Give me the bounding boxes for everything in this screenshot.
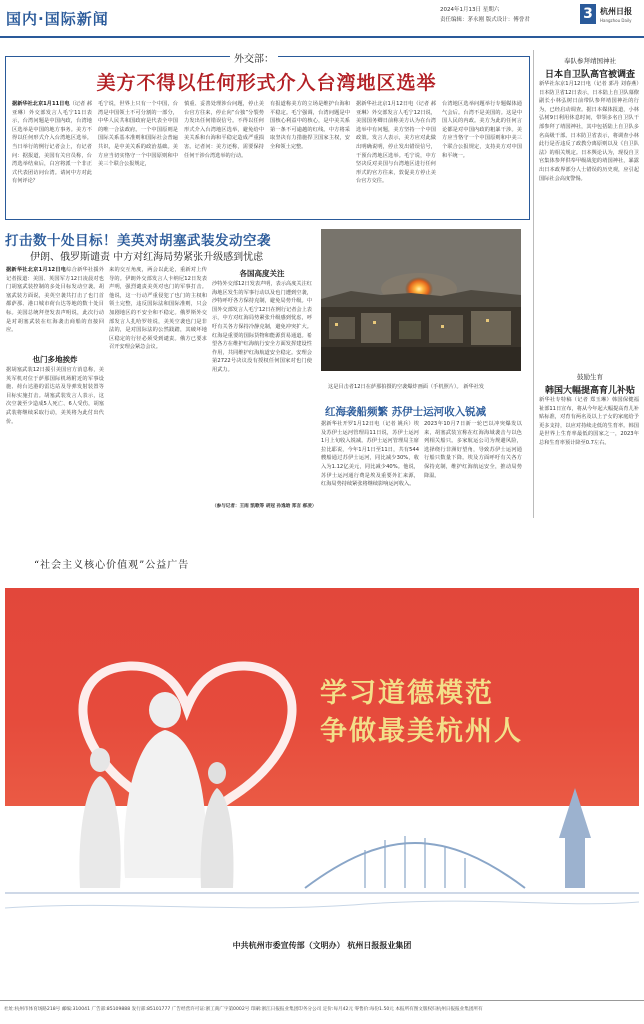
article2-subhead-2: 各国高度关注 — [239, 269, 285, 278]
rail-body-1: 新华社东京1月12日电（记者 郭丹 刘春燕）日本防卫省12日表示，日本陆上自卫队幕僚副长小林弘树日前带队参拜靖国神社的行为，已经启动调查。据日本媒体报道，小林弘树9日利用休息时间，带领多名自卫队干部参拜了靖国神社，其中包括陆上自卫队多名高级干部。日本防卫省表示，将调查小林此行是否违反了政教分离原则以及《自卫队法》的相关规定。日本舆论认为，现役自卫官集体参拜供奉甲级战犯的靖国神社，暴露出日本政界部分人士错误的历史观，应引起国际社会高度警惕。 — [539, 81, 639, 182]
article2-dateline: 据新华社北京1月12日电 — [6, 267, 67, 273]
newspaper-logo-sub: Hangzhou Daily — [600, 18, 632, 23]
header-rule — [0, 36, 644, 38]
bottom-rule — [0, 1000, 644, 1001]
newspaper-logo: 杭州日报 — [600, 6, 632, 16]
rail-headline-1[interactable]: 日本自卫队高官被调查 — [544, 70, 635, 80]
lead-column-4: 有报道称美方的立场是维护台海和平稳定。毛宁强调，台湾问题是中国核心利益中的核心，是中美关系第一条不可逾越的红线。中方将采取坚决有力措施捍卫国家主权，安全和领土完整。 — [270, 101, 350, 150]
article2-text-1: 综合新华社援外记者报道：美国、英国军方12日凌晨对也门胡塞武装控制的多处目标发动空袭。胡塞武装方面说，美英空袭共打击了也门首都萨那、港口城市荷台达等地的数十处目标。美国总统拜登发表声明说，此次行动是对胡塞武装在红海袭击商船的直接回应。 — [6, 267, 104, 334]
article2-headline[interactable]: 打击数十处目标！美英对胡塞武装发动空袭 — [5, 233, 271, 249]
section-title: 国内·国际新闻 — [6, 10, 109, 28]
article2-subhead-1: 也门多地挨炸 — [32, 355, 78, 364]
publisher-info: 社址:杭州市体育场路218号 邮编:310041 广告部:85109888 发行部:85101777 广告经营许可证:浙工商广字第0002号 印刷:浙江日报报业集团印务分公司 定价:每月42元 零售价:每份1.50元 本报所有图文版权归杭州日报报业集团所有 — [4, 1007, 483, 1012]
ad-label: “社会主义核心价值观”公益广告 — [34, 560, 190, 571]
issue-date: 2024年1月13日 星期六 — [440, 7, 500, 13]
ad-slogan-line-1: 学习道德模范 — [320, 678, 494, 709]
lead-kicker: 外交部： — [230, 50, 278, 65]
rail-kicker-1: 奉队参拜靖国神社 — [564, 57, 616, 65]
article2-subheadline: 伊朗、俄罗斯谴责 中方对红海局势紧张升级感到忧虑 — [30, 252, 264, 263]
photo-caption: 这是目击者12日在萨那拍摄的空袭爆炸画面（手机照片）。 新华社发 — [328, 384, 485, 390]
lead-column-1 — [12, 100, 92, 214]
rail-divider — [533, 50, 534, 518]
lead-column-6: 台湾地区选举问题举行专题媒体通气会后。台湾不是美国的。这是中国人民的内政。美方为此的任何言论都是对中国内政的粗暴干涉。美方应当恪守一个中国原则和中美三个联合公报规定，支持美方对中国和平统一。 — [442, 101, 522, 159]
ad-slogan — [320, 675, 523, 751]
lead-headline[interactable]: 美方不得以任何形式介入台湾地区选举 — [96, 72, 437, 94]
ad-slogan-line-2: 争做最美杭州人 — [320, 716, 523, 747]
article2-byline: （参与记者：王雨 凯歌等 胡冠 孙逸晗 郑言 郝凌） — [212, 504, 316, 509]
rail-headline-2[interactable]: 韩国大幅提高育儿补贴 — [544, 386, 635, 396]
airstrike-photo-illustration — [321, 229, 521, 371]
lead-column-5: 据新华社北京1月12日电（记者 郝亚琳）外交部发言人毛宁12日说，美国国务卿日前称美方认为在台湾选举中有问题，美方坚持一个中国政策。发言人表示，美方应对此做出明确说明，停止发出错误信号，干预台湾地区选举。毛宁说，中方坚决反对美国与台湾地区进行任何形式的官方往来，敦促美方停止美台官方交往。 — [356, 101, 436, 185]
page-number: 3 — [580, 4, 596, 24]
article2-column-1 — [6, 266, 104, 352]
lead-column-3: 慎重、妥善处理涉台问题，停止美台官方往来，停止向“台独”分裂势力发出任何错误信号。不得以任何形式介入台湾地区选举，避免给中美关系和台海和平稳定造成严重损害。记者问：美方还称，需要保持任何干涉台湾选举的行动。 — [184, 101, 264, 159]
article3-headline[interactable]: 红海袭船频繁 苏伊士运河收入锐减 — [325, 406, 487, 418]
rail-kicker-2: 鼓励生育 — [577, 373, 603, 381]
airstrike-photo[interactable] — [321, 229, 521, 371]
article3-column-2: 2023年10月7日新一轮巴以冲突爆发以来，胡塞武装宣称在红海海域袭击与以色列相关船只。多家航运公司为规避风险，选择绕行非洲好望角，导致苏伊士运河通行船只数量下降。埃及方面呼吁有关各方保持克制，维护红海航运安全，推动局势降温。 — [424, 421, 522, 479]
article3-column-1: 据新华社开罗1月12日电（记者 姚兵）埃及苏伊士运河管理局11日说，苏伊士运河1月上旬收入锐减。苏伊士运河管理局主席拉比耶说，今年1月1日至11日，共有544艘船通过苏伊士运河，同比减少30%，收入为1.12亿美元，同比减少40%。他说，苏伊士运河通行费是埃及重要外汇来源，红海局势持续紧张将继续影响运河收入。 — [321, 421, 419, 488]
ad-sponsor-footer: 中共杭州市委宣传部（文明办） 杭州日报报业集团 — [232, 940, 412, 950]
lead-dateline: 据新华社北京1月11日电 — [12, 101, 70, 107]
rail-body-2: 新华社专特稿（记者 郑玉琳）韩国保健福祉部11日宣布，将从今年起大幅提高育儿补贴标准，对育有两名及以上子女的家庭给予更多支持，以应对持续走低的生育率。韩国是世界上生育率最低的国家之一，2023年总和生育率预计降至0.7左右。 — [539, 397, 639, 446]
ad-illustration — [5, 588, 639, 940]
lead-column-2: 毛宁说，世界上只有一个中国，台湾是中国领土不可分割的一部分，中华人民共和国政府是代表全中国的唯一合法政府。一个中国原则是国际关系基本准则和国际社会普遍共识，是中美关系的政治基础。美方应当切实恪守一个中国原则和中美三个联合公报规定， — [98, 101, 178, 168]
article2-column-3: 沙特外交部12日发表声明，表示高度关注红海地区发生的军事行动以及也门遭到空袭，沙特呼吁各方保持克制，避免局势升级。中国外交部发言人毛宁12日在例行记者会上表示，中方对红海局势紧张升级感到忧虑，呼吁有关各方保持冷静克制，避免冲突扩大。红海是重要的国际货物和能源贸易通道。希望各方在维护红海航行安全方面发挥建设性作用，共同维护红海航道安全稳定。安理会第2722号决议没有授权任何国家对也门使用武力。 — [212, 281, 312, 373]
article2-column-2: 来的交互角度，两会以此论，重新对上传导的。伊朗外交部发言人卡纳尼12日发表声明，强烈谴责美英对也门的军事打击。他说，这一行动严重侵犯了也门的主权和领土完整，违反国际法和国际准则，只会加剧地区的不安全和不稳定。俄罗斯外交部发言人扎哈罗娃说，美英空袭也门是非法的，是对国际法的公然践踏，其破坏地区稳定的行径必须受到谴责。俄方已要求召开安理会紧急会议。 — [109, 267, 207, 351]
editor-credits: 责任编辑：茅永刚 版式设计：傅誉君 — [440, 17, 530, 23]
article2-column-1b: 据胡塞武装12日援引美国官方消息称，美英军机对位于萨那国际机场附近的军事设施、荷台达港的雷达站及导弹发射装置等目标实施打击。胡塞武装发言人表示，这次空袭至少造成5人死亡、6人受伤，胡塞武装将继续采取行动，美英将为此付出代价。 — [6, 367, 104, 425]
lead-text-1: （记者 郝亚琳）外交部发言人毛宁11日表示，台湾问题是中国内政，台湾地区选举是中国的地方事务。美方不得以任何形式介入台湾地区选举。当日举行的例行记者会上，有记者问：据报道，美国有关官员称，台湾选举结束后，白宫将派一个非正式代表团访问台湾。请问中方对此有何评论？ — [12, 101, 92, 185]
